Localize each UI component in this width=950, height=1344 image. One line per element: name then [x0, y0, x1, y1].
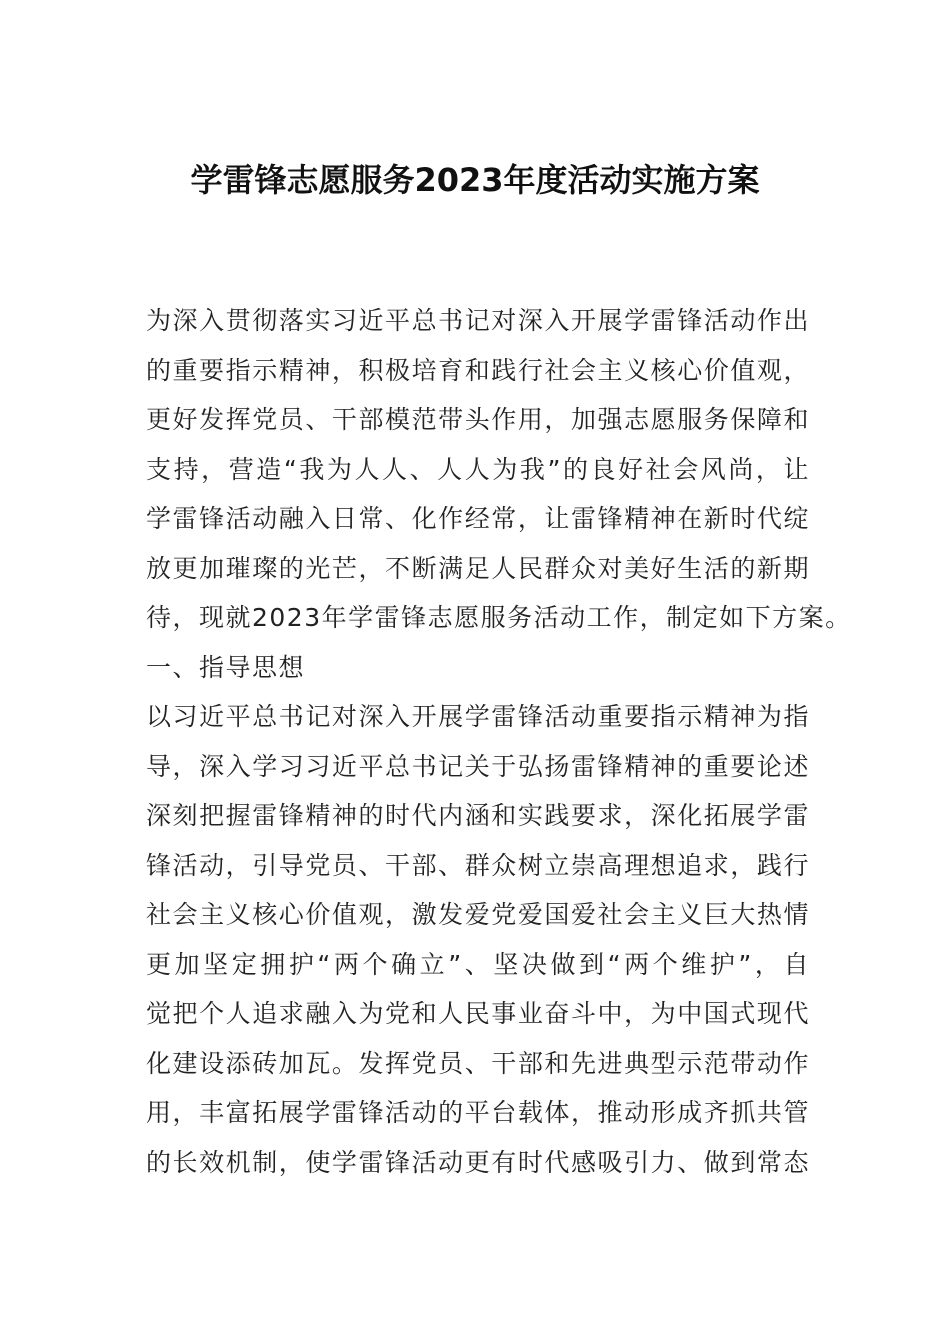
paragraph-line: 更加坚定拥护“两个确立”、坚决做到“两个维护”，自: [146, 949, 810, 979]
paragraph-line: 的重要指示精神，积极培育和践行社会主义核心价值观，: [146, 355, 810, 385]
paragraph-line: 学雷锋活动融入日常、化作经常，让雷锋精神在新时代绽: [146, 504, 810, 533]
paragraph-line: 的长效机制，使学雷锋活动更有时代感吸引力、做到常态: [146, 1147, 810, 1177]
paragraph-line: 觉把个人追求融入为党和人民事业奋斗中，为中国式现代: [146, 999, 810, 1028]
paragraph-line: 用，丰富拓展学雷锋活动的平台载体，推动形成齐抓共管: [146, 1098, 810, 1127]
paragraph-line: 社会主义核心价值观，激发爱党爱国爱社会主义巨大热情: [146, 900, 810, 929]
intro-paragraph: [146, 296, 852, 643]
document-body: [146, 296, 852, 1187]
paragraph-line: 锋活动，引导党员、干部、群众树立崇高理想追求，践行: [146, 850, 810, 880]
paragraph-line: 更好发挥党员、干部模范带头作用，加强志愿服务保障和: [146, 405, 810, 434]
paragraph-line: 以习近平总书记对深入开展学雷锋活动重要指示精神为指: [146, 702, 810, 731]
paragraph-line: 导，深入学习习近平总书记关于弘扬雷锋精神的重要论述: [146, 751, 810, 781]
guiding-ideology-paragraph: [146, 692, 810, 1187]
document-title: 学雷锋志愿服务2023年度活动实施方案: [190, 161, 760, 199]
paragraph-line: 待，现就2023年学雷锋志愿服务活动工作，制定如下方案。: [146, 603, 852, 632]
section-heading: 一、指导思想: [146, 652, 306, 682]
paragraph-line: 为深入贯彻落实习近平总书记对深入开展学雷锋活动作出: [146, 306, 810, 335]
paragraph-line: 深刻把握雷锋精神的时代内涵和实践要求，深化拓展学雷: [146, 801, 810, 830]
paragraph-line: 化建设添砖加瓦。发挥党员、干部和先进典型示范带动作: [146, 1048, 810, 1078]
paragraph-line: 支持，营造“我为人人、人人为我”的良好社会风尚，让: [146, 454, 810, 484]
paragraph-line: 放更加璀璨的光芒，不断满足人民群众对美好生活的新期: [146, 553, 810, 583]
